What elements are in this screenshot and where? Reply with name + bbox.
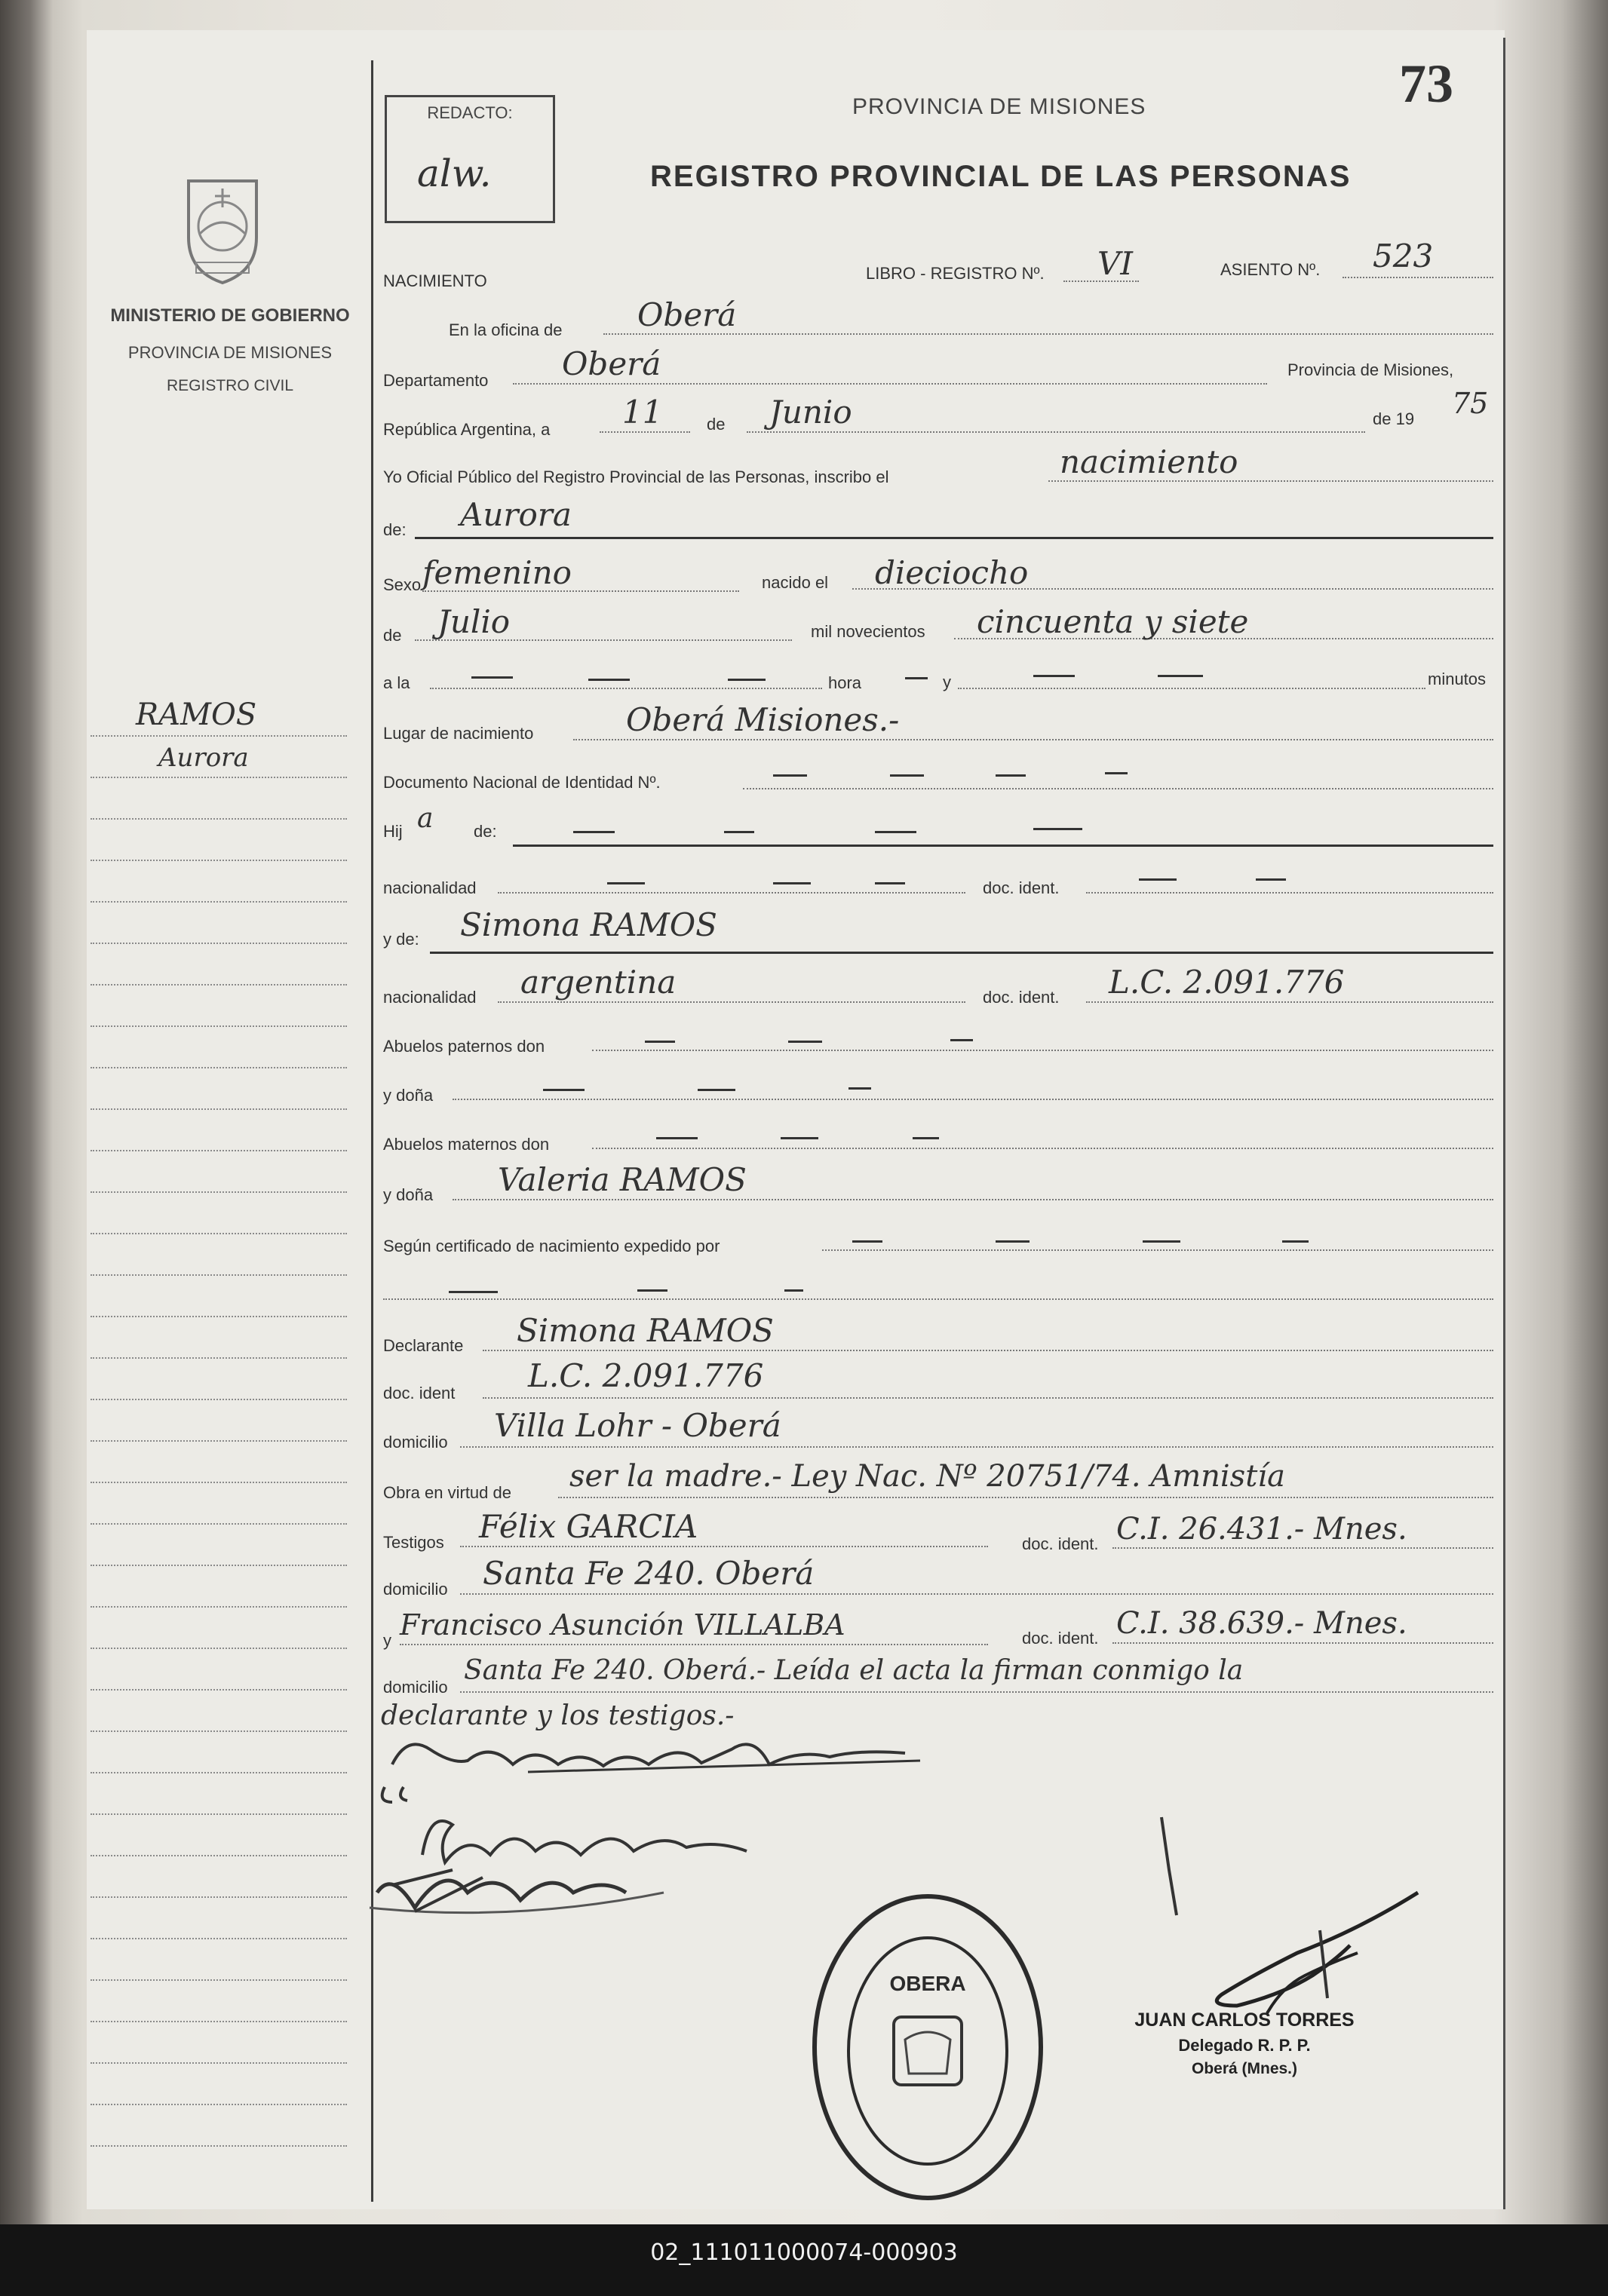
docid1-line	[1086, 892, 1493, 894]
declarante-line	[483, 1350, 1493, 1351]
oficina-value: Oberá	[637, 296, 737, 333]
inscribo-value: nacimiento	[1060, 443, 1238, 480]
testigo2-value: Francisco Asunción VILLALBA	[400, 1608, 845, 1642]
margin-line	[91, 1440, 347, 1442]
y-label: y	[943, 673, 951, 691]
blank-dash	[890, 774, 924, 777]
redacto-initials: alw.	[417, 152, 492, 195]
obera-seal-icon	[807, 1889, 1048, 2206]
obra-line	[558, 1497, 1493, 1498]
margin-line	[91, 1523, 347, 1525]
blank-dash	[905, 677, 928, 679]
margin-line	[91, 1108, 347, 1110]
page-edge-rule	[1503, 38, 1505, 2209]
blank-dash	[875, 882, 905, 884]
page-number: 73	[1399, 54, 1453, 114]
image-filename: 02_111011000074-000903	[650, 2239, 958, 2266]
ap-don-label: Abuelos paternos don	[383, 1037, 545, 1056]
doct1-label: doc. ident.	[1022, 1534, 1099, 1553]
domicilio3-line	[460, 1691, 1493, 1693]
docdecl-label: doc. ident	[383, 1384, 456, 1402]
mes-value: Junio	[769, 394, 852, 431]
domicilio1-line	[460, 1446, 1493, 1448]
blank-dash	[1105, 772, 1128, 774]
blank-dash	[637, 1289, 667, 1292]
republica-label: República Argentina, a	[383, 420, 551, 439]
redacto-box	[385, 95, 555, 223]
y2-label: y	[383, 1631, 391, 1650]
oficina-line	[603, 333, 1493, 335]
anio-nac-value: cincuenta y siete	[977, 603, 1249, 640]
margin-line	[91, 2021, 347, 2022]
record-type: NACIMIENTO	[383, 271, 487, 290]
margin-line	[91, 2145, 347, 2147]
anio-value: 75	[1452, 387, 1489, 420]
margin-line	[91, 2104, 347, 2105]
nac1-line	[498, 892, 965, 894]
margin-line	[91, 1689, 347, 1691]
testigo1-value: Félix GARCIA	[479, 1508, 698, 1545]
nac2-label: nacionalidad	[383, 988, 477, 1007]
nac1-label: nacionalidad	[383, 878, 477, 897]
margin-line	[91, 1979, 347, 1981]
asiento-value: 523	[1373, 238, 1434, 274]
lugar-line	[573, 739, 1493, 740]
obra-value: ser la madre.- Ley Nac. Nº 20751/74. Amnistía	[569, 1459, 1285, 1494]
certificado-line-2	[383, 1298, 1493, 1300]
am-dona-label: y doña	[383, 1185, 434, 1204]
doct1-value: C.I. 26.431.- Mnes.	[1116, 1512, 1407, 1547]
margin-line	[91, 901, 347, 903]
blank-dash	[607, 882, 645, 884]
margin-line	[91, 1482, 347, 1483]
nombre-line	[415, 537, 1493, 539]
margin-line	[91, 1606, 347, 1608]
margin-line	[91, 1855, 347, 1856]
declarante-label: Declarante	[383, 1336, 464, 1355]
doct2-line	[1112, 1642, 1493, 1644]
doct2-value: C.I. 38.639.- Mnes.	[1116, 1606, 1407, 1641]
testigo2-line	[400, 1644, 988, 1645]
blank-dash	[848, 1087, 871, 1090]
blank-dash	[913, 1137, 939, 1139]
closing-text: declarante y los testigos.-	[381, 1700, 735, 1731]
inscribo-line	[1048, 480, 1493, 482]
lugar-label: Lugar de nacimiento	[383, 724, 534, 743]
redacto-label: REDACTO:	[427, 103, 513, 122]
margin-line	[91, 1565, 347, 1566]
margin-line	[91, 1025, 347, 1027]
blank-dash	[784, 1289, 803, 1292]
blank-dash	[773, 882, 811, 884]
registry-title: REGISTRO PROVINCIAL DE LAS PERSONAS	[650, 160, 1352, 193]
libro-value: VI	[1097, 245, 1133, 282]
blank-dash	[728, 679, 766, 681]
am-don-label: Abuelos maternos don	[383, 1135, 550, 1154]
margin-line	[91, 1399, 347, 1400]
departamento-label: Departamento	[383, 371, 489, 390]
padre-line	[513, 845, 1493, 847]
margin-line	[91, 735, 347, 737]
hijo-de-label: de:	[474, 822, 497, 841]
ministry-office: REGISTRO CIVIL	[166, 377, 294, 394]
margin-line	[91, 1730, 347, 1732]
de-label: de	[707, 415, 726, 434]
margin-line	[91, 1938, 347, 1939]
lugar-value: Oberá Misiones.-	[626, 701, 900, 738]
mes-line	[747, 431, 1365, 433]
margin-line	[91, 818, 347, 820]
margin-line	[91, 1233, 347, 1234]
blank-dash	[996, 1240, 1030, 1243]
blank-dash	[1139, 878, 1177, 881]
blank-dash	[449, 1291, 498, 1293]
dni-label: Documento Nacional de Identidad Nº.	[383, 773, 661, 792]
witness-signatures-icon	[362, 1779, 784, 1930]
margin-line	[91, 1648, 347, 1649]
minutos-label: minutos	[1428, 670, 1487, 688]
blank-dash	[781, 1137, 818, 1139]
blank-dash	[471, 676, 513, 679]
blank-dash	[1033, 675, 1075, 677]
sexo-value: femenino	[422, 554, 572, 591]
docdecl-line	[483, 1397, 1493, 1399]
official-title: Delegado R. P. P.	[1178, 2036, 1311, 2055]
margin-line	[91, 1191, 347, 1193]
blank-dash	[875, 831, 916, 833]
margin-given-name: Aurora	[158, 743, 249, 773]
province-header: PROVINCIA DE MISIONES	[852, 94, 1146, 119]
margin-line	[91, 1150, 347, 1151]
margin-line	[91, 984, 347, 986]
doct1-line	[1112, 1547, 1493, 1549]
margin-line	[91, 943, 347, 944]
de-nombre-label: de:	[383, 520, 407, 539]
blank-dash	[773, 774, 807, 777]
domicilio1-value: Villa Lohr - Oberá	[494, 1407, 781, 1444]
ap-don-line	[592, 1050, 1493, 1051]
mil-label: mil novecientos	[811, 622, 925, 641]
dia-value: 11	[622, 394, 663, 431]
certificado-line	[822, 1249, 1493, 1251]
certificado-label: Según certificado de nacimiento expedido por	[383, 1237, 720, 1255]
blank-dash	[1158, 675, 1203, 677]
blank-dash	[1033, 828, 1082, 830]
margin-line	[91, 860, 347, 861]
image-footer	[0, 2224, 1608, 2296]
a-la-line	[430, 688, 822, 689]
hijo-value: a	[417, 803, 434, 834]
am-dona-line	[453, 1199, 1493, 1200]
obra-label: Obra en virtud de	[383, 1483, 511, 1502]
official-place: Oberá (Mnes.)	[1191, 2060, 1298, 2077]
margin-line	[91, 1316, 347, 1317]
libro-label: LIBRO - REGISTRO Nº.	[866, 264, 1045, 283]
docid2-line	[1086, 1001, 1493, 1003]
a-la-label: a la	[383, 673, 410, 692]
departamento-value: Oberá	[562, 345, 661, 382]
blank-dash	[543, 1089, 585, 1091]
blank-dash	[645, 1041, 675, 1043]
margin-surname: RAMOS	[136, 697, 257, 732]
testigo1-line	[460, 1546, 988, 1547]
domicilio2-value: Santa Fe 240. Oberá	[483, 1555, 815, 1592]
blank-dash	[1256, 878, 1286, 881]
official-signature-icon	[1131, 1802, 1433, 2028]
blank-dash	[852, 1240, 882, 1243]
margin-line	[91, 777, 347, 778]
blank-dash	[588, 679, 630, 681]
domicilio3-value: Santa Fe 240. Oberá.- Leída el acta la firman conmigo la	[464, 1655, 1244, 1686]
inscribo-label: Yo Oficial Público del Registro Provincial de las Personas, inscribo el	[383, 467, 889, 486]
domicilio2-line	[460, 1593, 1493, 1595]
nac2-line	[498, 1001, 965, 1003]
blank-dash	[656, 1137, 698, 1139]
asiento-label: ASIENTO Nº.	[1220, 260, 1321, 279]
nacido-label: nacido el	[762, 573, 829, 592]
docid2-label: doc. ident.	[983, 988, 1060, 1007]
margin-line	[91, 1357, 347, 1359]
dni-line	[743, 788, 1493, 789]
official-stamp	[1086, 2009, 1403, 2078]
blank-dash	[698, 1089, 735, 1091]
madre-value: Simona RAMOS	[460, 906, 717, 943]
departamento-line	[513, 383, 1267, 385]
de-mes-label: de	[383, 626, 402, 645]
am-don-line	[592, 1148, 1493, 1149]
docid1-label: doc. ident.	[983, 878, 1060, 897]
nac2-value: argentina	[520, 964, 677, 1001]
blank-dash	[788, 1041, 822, 1043]
hijo-label: Hij	[383, 822, 403, 841]
provincia-label: Provincia de Misiones,	[1287, 360, 1454, 379]
ap-dona-label: y doña	[383, 1086, 434, 1105]
doct2-label: doc. ident.	[1022, 1629, 1099, 1648]
docid2-value: L.C. 2.091.776	[1109, 964, 1345, 1001]
margin-line	[91, 1067, 347, 1068]
margin-line	[91, 1772, 347, 1773]
nombre-value: Aurora	[460, 496, 572, 533]
mes-nac-value: Julio	[437, 603, 511, 640]
blank-dash	[950, 1039, 973, 1041]
oficina-label: En la oficina de	[449, 320, 563, 339]
ministry-name: MINISTERIO DE GOBIERNO	[110, 305, 350, 326]
docdecl-value: L.C. 2.091.776	[528, 1357, 764, 1394]
am-dona-value: Valeria RAMOS	[498, 1161, 747, 1198]
ap-dona-line	[453, 1099, 1493, 1100]
blank-dash	[724, 831, 754, 833]
domicilio3-label: domicilio	[383, 1678, 448, 1697]
blank-dash	[996, 774, 1026, 777]
hora-label: hora	[828, 673, 862, 692]
domicilio2-label: domicilio	[383, 1580, 448, 1599]
declarante-value: Simona RAMOS	[517, 1312, 774, 1349]
domicilio1-label: domicilio	[383, 1433, 448, 1451]
margin-line	[91, 2062, 347, 2064]
margin-line	[91, 1274, 347, 1276]
margin-line	[91, 1813, 347, 1815]
asiento-line	[1343, 277, 1493, 278]
testigos-label: Testigos	[383, 1533, 444, 1552]
blank-dash	[1282, 1240, 1309, 1243]
y-de-label: y de:	[383, 930, 419, 949]
seal-text: OBERA	[889, 1972, 966, 1995]
anio-label: de 19	[1373, 409, 1415, 428]
blank-dash	[1143, 1240, 1180, 1243]
coat-of-arms-icon	[173, 166, 272, 287]
sexo-label: Sexo	[383, 575, 422, 594]
minutos-line	[958, 688, 1425, 689]
madre-line	[430, 952, 1493, 954]
declarant-signature-icon	[377, 1719, 950, 1787]
ministry-province: PROVINCIA DE MISIONES	[127, 343, 333, 362]
dia-line	[600, 431, 690, 433]
blank-dash	[573, 831, 615, 833]
margin-line	[91, 1896, 347, 1898]
nacido-value: dieciocho	[875, 554, 1029, 591]
official-name: JUAN CARLOS TORRES	[1134, 2009, 1355, 2031]
